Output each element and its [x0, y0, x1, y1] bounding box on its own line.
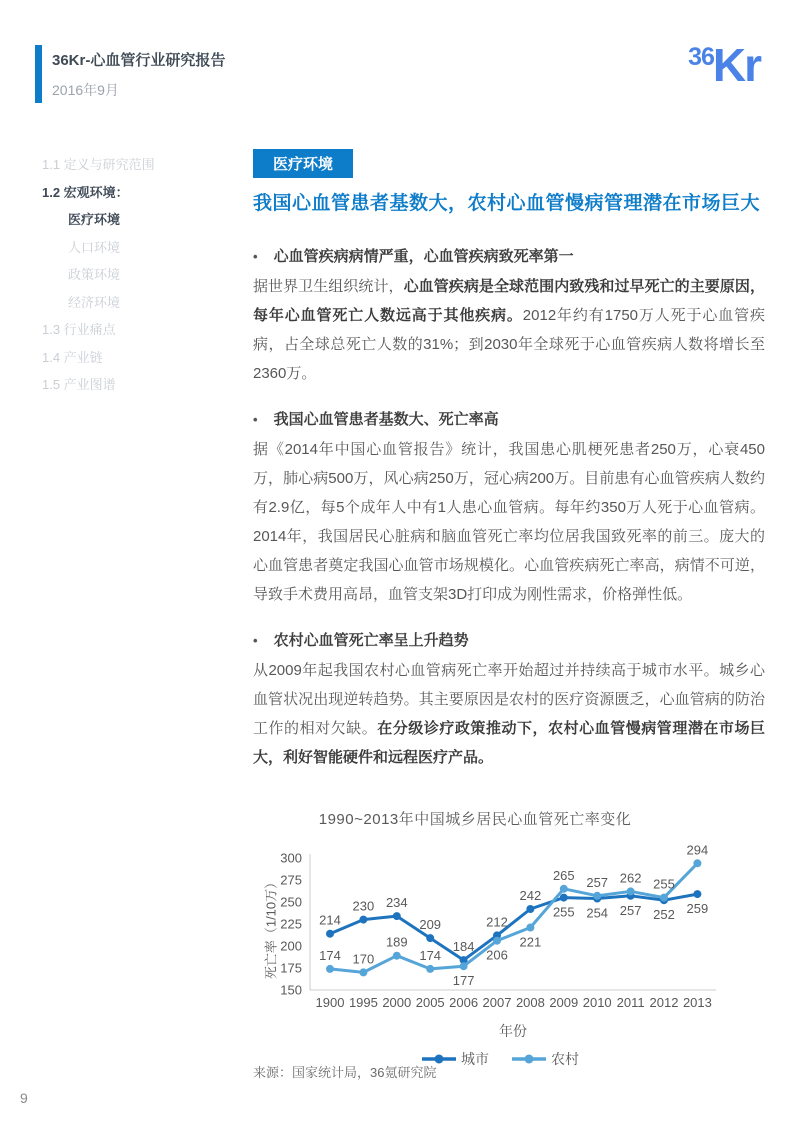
bullet-icon: • [253, 412, 258, 427]
svg-text:300: 300 [280, 850, 302, 866]
bullet-heading-text: 农村心血管死亡率呈上升趋势 [273, 632, 469, 649]
svg-text:150: 150 [280, 982, 302, 998]
svg-text:275: 275 [280, 872, 302, 888]
bullet-heading-text: 心血管疾病病情严重，心血管疾病致死率第一 [273, 248, 574, 265]
bullet-heading [253, 629, 765, 650]
chart-x-axis-label: 年份 [499, 1023, 527, 1039]
svg-text:255: 255 [552, 904, 575, 920]
svg-text:2006: 2006 [449, 995, 479, 1010]
legend-line-icon [511, 1053, 547, 1065]
legend-item [511, 1049, 579, 1069]
svg-text:174: 174 [419, 947, 442, 963]
chart-y-axis-label: 死亡率（1/10万） [263, 875, 279, 980]
bullet-icon: • [253, 633, 258, 648]
legend-label: 农村 [551, 1051, 579, 1067]
svg-text:1995: 1995 [348, 995, 378, 1010]
svg-text:250: 250 [280, 894, 302, 910]
svg-text:2010: 2010 [582, 995, 612, 1010]
svg-text:262: 262 [619, 870, 642, 886]
sidebar-item[interactable]: 1.5 产业图谱 [42, 377, 116, 392]
svg-text:214: 214 [319, 912, 341, 928]
svg-text:2012: 2012 [649, 995, 679, 1010]
paragraph: 据世界卫生组织统计，心血管疾病是全球范围内致残和过早死亡的主要原因，每年心血管死亡人数远高于其他疾病。2012年约有1750万人死于心血管疾病，占全球总死亡人数的31%；到2030年全球死于心血管疾病人数将增长至2360万。 [253, 278, 765, 382]
svg-text:209: 209 [419, 917, 442, 933]
sidebar-item[interactable]: 政策环境 [68, 267, 121, 282]
svg-text:2009: 2009 [549, 995, 579, 1010]
36kr-logo-icon [688, 39, 760, 91]
svg-text:206: 206 [486, 947, 508, 963]
report-date: 2016年9月 [52, 82, 119, 98]
bullet-heading-text: 我国心血管患者基数大、死亡率高 [273, 411, 499, 428]
bullet-heading [253, 245, 765, 266]
sidebar-item[interactable]: 1.4 产业链 [42, 349, 103, 365]
sidebar-item[interactable]: 经济环境 [68, 294, 121, 310]
sidebar-item[interactable]: 1.3 行业痛点 [42, 322, 116, 337]
sidebar-item[interactable]: 1.2 宏观环境： [42, 184, 129, 200]
legend-label: 城市 [461, 1051, 489, 1067]
svg-text:2008: 2008 [515, 995, 545, 1010]
svg-text:200: 200 [280, 938, 302, 954]
logo-36: 36 [688, 43, 714, 71]
header-accent-bar [35, 45, 42, 103]
svg-text:259: 259 [686, 901, 709, 917]
bullet-heading [253, 408, 765, 429]
svg-text:174: 174 [319, 947, 341, 963]
svg-text:257: 257 [586, 874, 609, 890]
svg-text:265: 265 [552, 867, 575, 883]
svg-text:230: 230 [352, 898, 375, 914]
svg-text:254: 254 [586, 905, 609, 921]
svg-text:175: 175 [280, 960, 302, 976]
page-number: 9 [20, 1090, 28, 1106]
svg-text:252: 252 [653, 907, 675, 923]
section-badge: 医疗环境 [253, 149, 353, 178]
sidebar-item[interactable]: 1.1 定义与研究范围 [42, 157, 155, 172]
paragraph: 从2009年起我国农村心血管病死亡率开始超过并持续高于城市水平。城乡心血管状况出现逆转趋势。其主要原因是农村的医疗资源匮乏，心血管病的防治工作的相对欠缺。在分级诊疗政策推动下，农村心血管慢病管理潜在市场巨大，利好智能硬件和远程医疗产品。 [253, 662, 765, 766]
svg-text:184: 184 [452, 939, 475, 955]
source-note: 来源：国家统计局，36氪研究院 [253, 1065, 437, 1080]
page-title: 我国心血管患者基数大，农村心血管慢病管理潜在市场巨大 [253, 193, 761, 214]
svg-text:257: 257 [619, 902, 642, 918]
logo-kr: Kr [712, 39, 760, 91]
svg-text:255: 255 [653, 876, 675, 892]
svg-text:2007: 2007 [482, 995, 512, 1010]
sidebar-item[interactable]: 医疗环境 [68, 212, 121, 227]
chart-title: 1990~2013年中国城乡居民心血管死亡率变化 [318, 811, 632, 828]
sidebar-toc [42, 151, 232, 399]
svg-text:2013: 2013 [682, 995, 712, 1010]
sidebar-item[interactable]: 人口环境 [68, 239, 121, 255]
svg-text:177: 177 [452, 973, 475, 989]
svg-text:2011: 2011 [616, 995, 645, 1010]
svg-text:212: 212 [486, 914, 508, 930]
line-chart [250, 830, 750, 1014]
svg-text:2005: 2005 [415, 995, 445, 1010]
chart-block [250, 800, 794, 1069]
svg-text:2000: 2000 [382, 995, 412, 1010]
svg-text:242: 242 [519, 888, 542, 903]
main-content [253, 149, 765, 784]
bullet-icon: • [253, 249, 258, 264]
svg-text:189: 189 [385, 934, 408, 950]
sections [253, 245, 765, 772]
svg-text:170: 170 [352, 951, 375, 967]
report-title: 36Kr-心血管行业研究报告 [52, 52, 226, 69]
svg-text:294: 294 [686, 842, 709, 858]
svg-text:1900: 1900 [315, 995, 345, 1010]
svg-text:234: 234 [385, 895, 408, 911]
svg-text:221: 221 [519, 934, 542, 950]
svg-text:225: 225 [280, 916, 302, 932]
paragraph: 据《2014年中国心血管报告》统计，我国患心肌梗死患者250万，心衰450万，肺心病500万，风心病250万，冠心病200万。目前患有心血管疾病人数约有2.9亿，每5个成年人中有1人患心血管病。每年约350万人死于心血管病。2014年，我国居民心脏病和脑血管死亡率均位居我国致死率的前三。庞大的心血管患者奠定我国心血管市场规模化。心血管疾病死亡率高，病情不可逆，导致手术费用高昂，血管支架3D打印成为刚性需求，价格弹性低。 [253, 441, 765, 603]
chart-plot [250, 830, 794, 1019]
